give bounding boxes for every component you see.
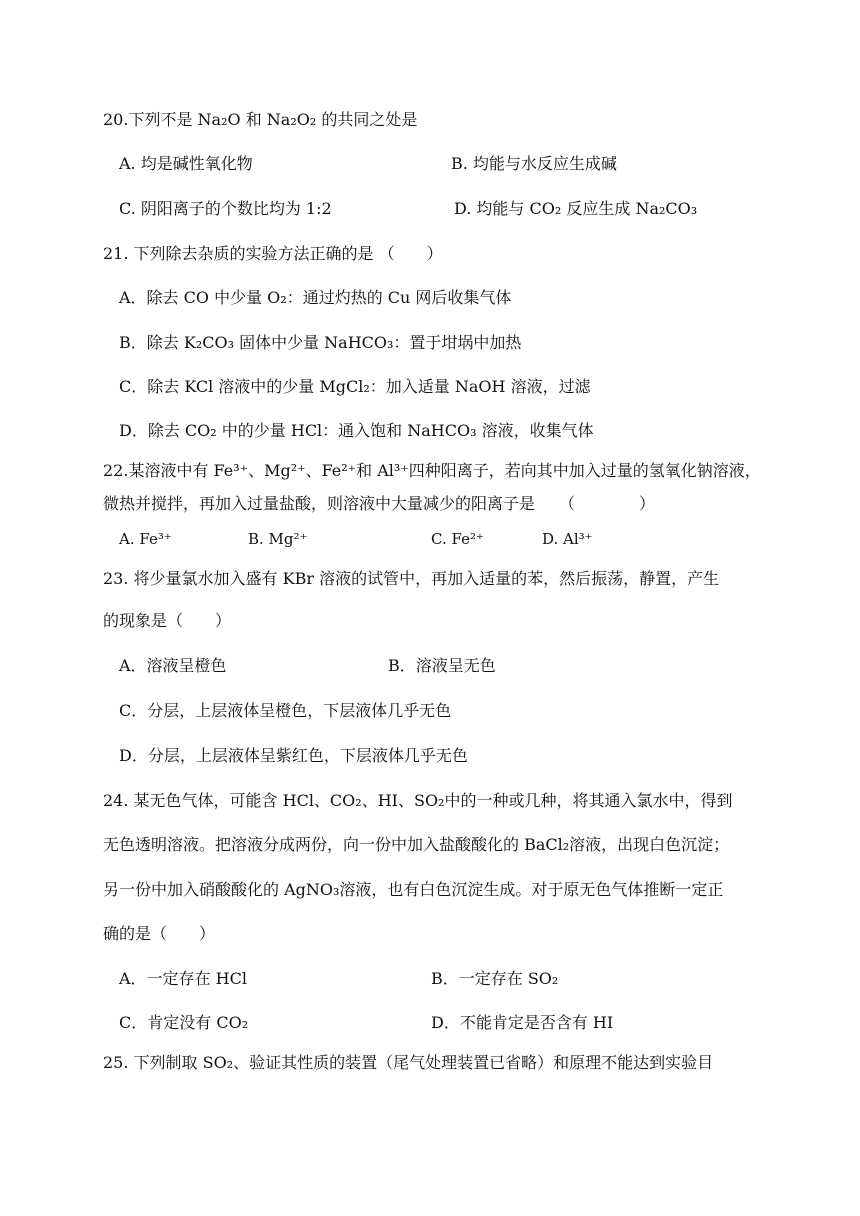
q22-option-a: A. Fe³⁺ — [119, 530, 172, 548]
q24-stem-line4: 确的是（ ） — [103, 924, 216, 943]
q21-option-d: D．除去 CO₂ 中的少量 HCl：通入饱和 NaHCO₃ 溶液，收集气体 — [119, 421, 594, 440]
q24-option-d: D．不能肯定是否含有 HI — [431, 1013, 614, 1032]
q24-option-c: C．肯定没有 CO₂ — [119, 1013, 249, 1032]
q21-option-c: C．除去 KCl 溶液中的少量 MgCl₂：加入适量 NaOH 溶液，过滤 — [119, 377, 591, 396]
q24-stem-line2: 无色透明溶液。把溶液分成两份，向一份中加入盐酸酸化的 BaCl₂溶液，出现白色沉淀； — [103, 835, 730, 854]
q24-stem-line1: 24. 某无色气体，可能含 HCl、CO₂、HI、SO₂中的一种或几种，将其通入氯水中，得到 — [103, 791, 733, 810]
q22-option-c: C. Fe²⁺ — [431, 530, 484, 548]
q22-option-d: D. Al³⁺ — [542, 530, 593, 548]
q23-option-d: D．分层，上层液体呈紫红色，下层液体几乎无色 — [119, 746, 468, 765]
q25-stem-line1: 25. 下列制取 SO₂、验证其性质的装置（尾气处理装置已省略）和原理不能达到实验目 — [103, 1053, 714, 1072]
q23-stem-line2: 的现象是（ ） — [103, 611, 232, 630]
q22-option-b: B. Mg²⁺ — [248, 530, 308, 548]
q20-stem: 20.下列不是 Na₂O 和 Na₂O₂ 的共同之处是 — [103, 110, 418, 129]
q21-stem: 21. 下列除去杂质的实验方法正确的是 （ ） — [103, 244, 443, 263]
q20-option-a: A. 均是碱性氧化物 — [119, 154, 253, 173]
q23-stem-line1: 23. 将少量氯水加入盛有 KBr 溶液的试管中，再加入适量的苯，然后振荡，静置，产生 — [103, 569, 720, 588]
q20-option-b: B. 均能与水反应生成碱 — [451, 154, 617, 173]
q22-stem-line1: 22.某溶液中有 Fe³⁺、Mg²⁺、Fe²⁺和 Al³⁺四种阳离子，若向其中加入过量的氢氧化钠溶液， — [103, 461, 761, 480]
q20-option-d: D. 均能与 CO₂ 反应生成 Na₂CO₃ — [454, 199, 698, 218]
q21-option-b: B．除去 K₂CO₃ 固体中少量 NaHCO₃：置于坩埚中加热 — [119, 333, 522, 352]
q23-option-a: A．溶液呈橙色 — [119, 656, 227, 675]
q22-stem-line2: 微热并搅拌，再加入过量盐酸，则溶液中大量减少的阳离子是 （ ） — [103, 494, 656, 513]
q23-option-c: C．分层，上层液体呈橙色，下层液体几乎无色 — [119, 701, 452, 720]
q21-option-a: A．除去 CO 中少量 O₂：通过灼热的 Cu 网后收集气体 — [119, 288, 512, 307]
q24-option-a: A．一定存在 HCl — [119, 969, 247, 988]
q20-option-c: C. 阴阳离子的个数比均为 1:2 — [119, 199, 332, 218]
q24-option-b: B．一定存在 SO₂ — [431, 969, 559, 988]
q24-stem-line3: 另一份中加入硝酸酸化的 AgNO₃溶液，也有白色沉淀生成。对于原无色气体推断一定正 — [103, 880, 724, 899]
q23-option-b: B．溶液呈无色 — [388, 656, 496, 675]
